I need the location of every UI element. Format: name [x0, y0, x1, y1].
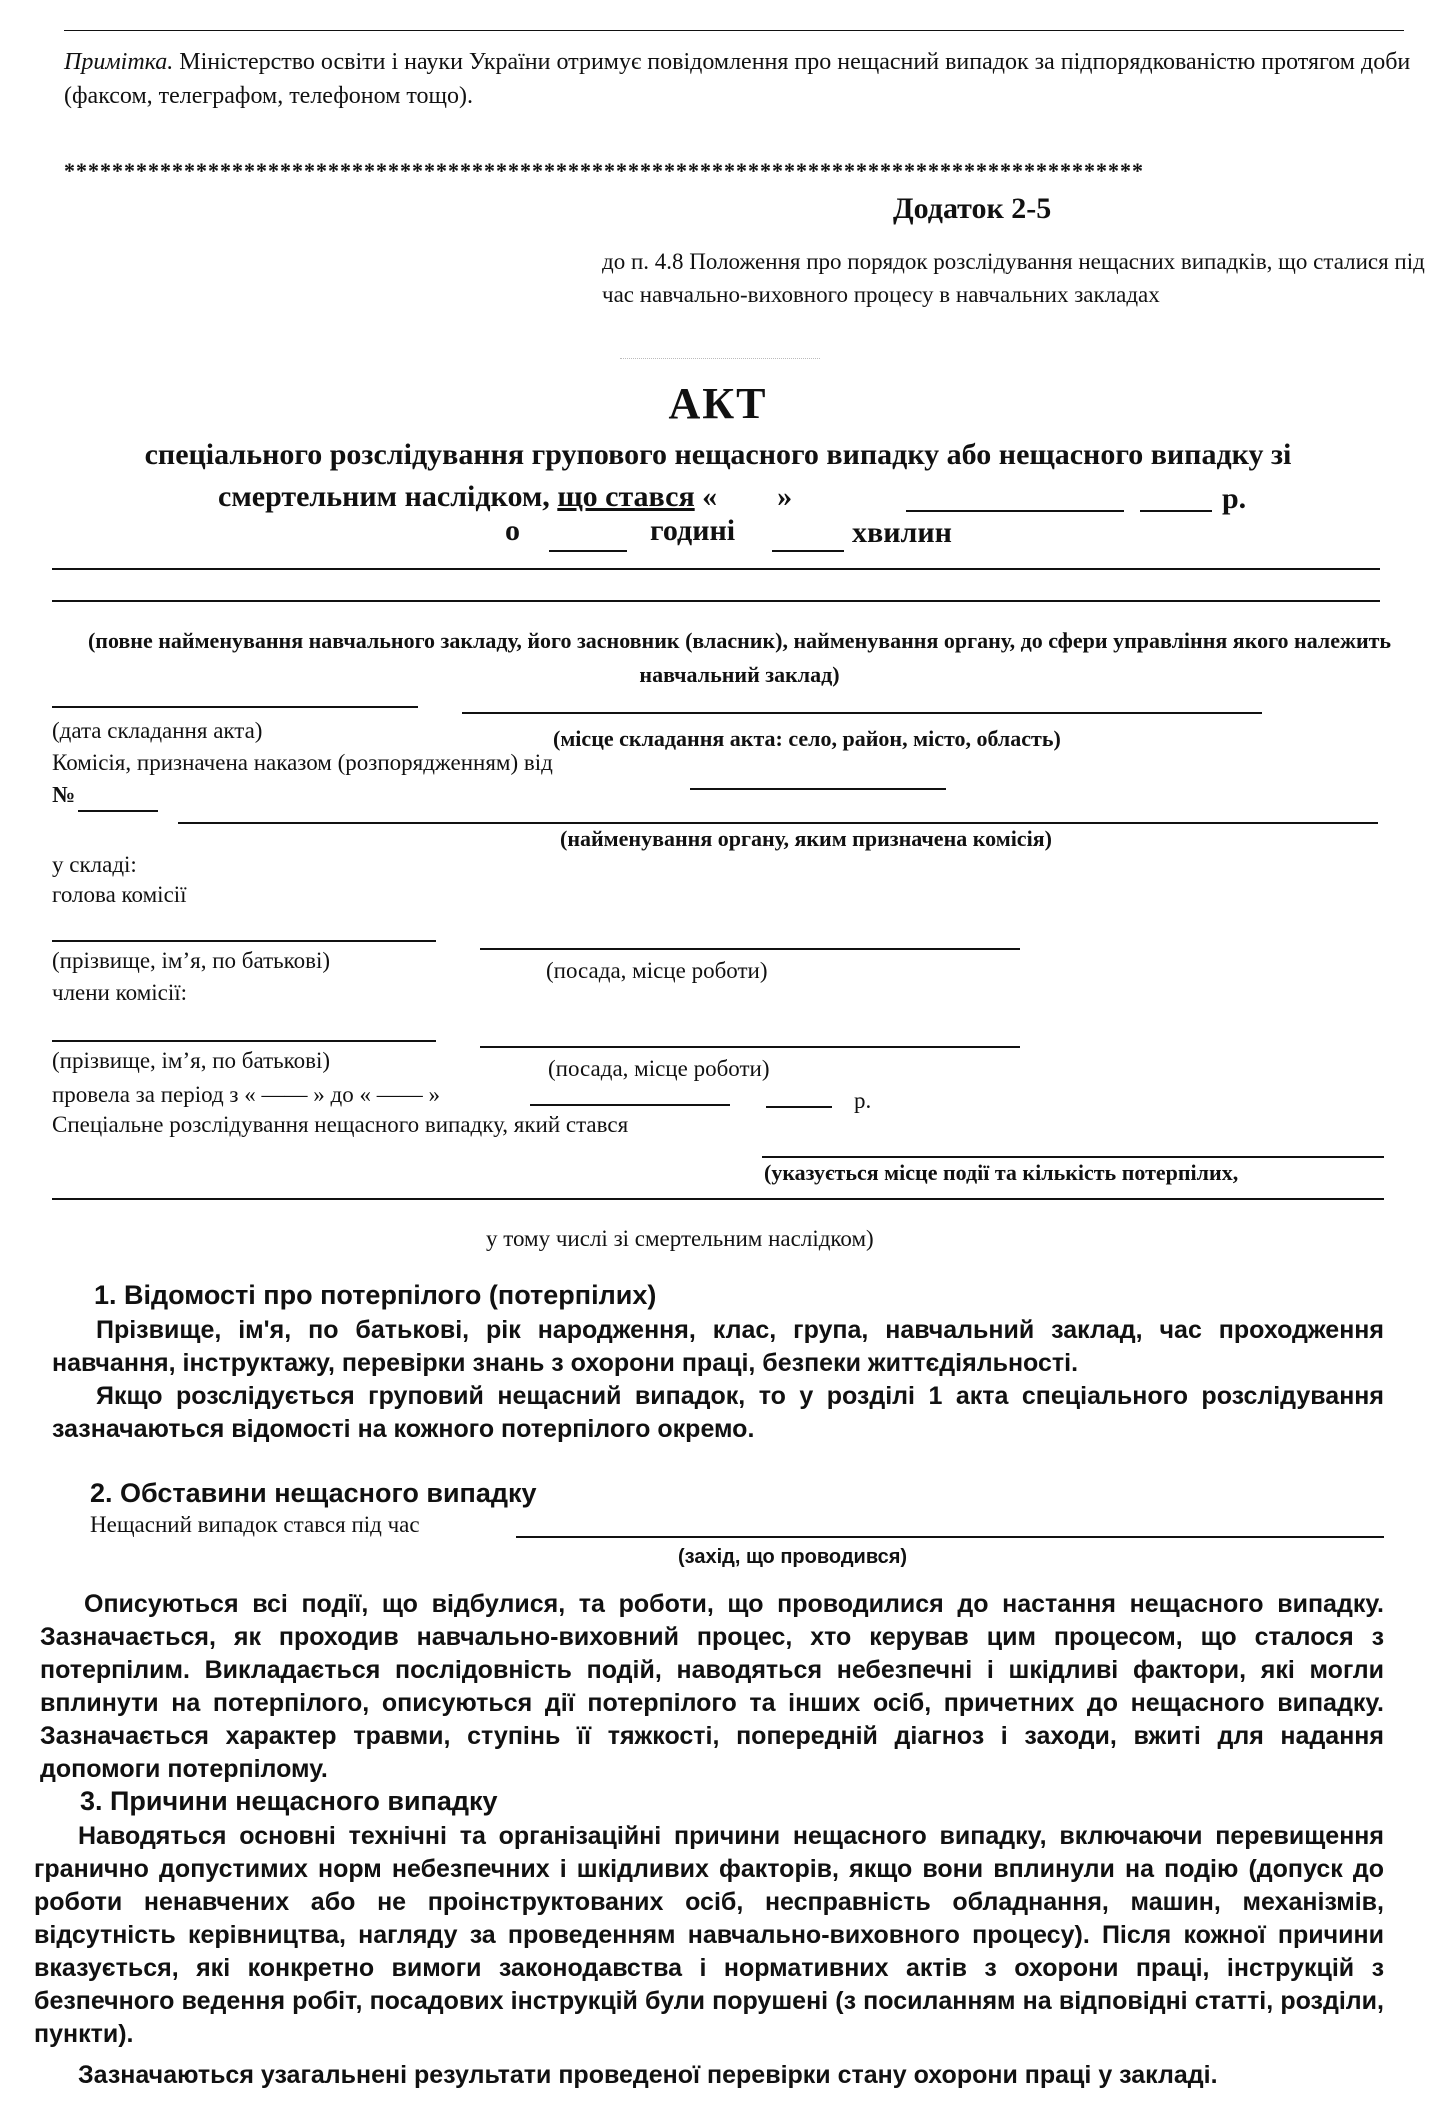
- date-year-line: [1140, 510, 1212, 512]
- section-3-paragraph-2: Зазначаються узагальнені результати проведеної перевірки стану охорони праці у закладі.: [78, 2061, 1218, 2089]
- subtitle-part-a: смертельним наслідком,: [218, 480, 550, 513]
- event-line-2: [52, 1198, 1384, 1200]
- period-year-suffix: р.: [854, 1088, 872, 1113]
- member-position-caption: (посада, місце роботи): [548, 1056, 770, 1081]
- organ-caption: (найменування органу, яким призначена комісія): [560, 826, 1052, 851]
- section-1-paragraph-2: Якщо розслідується груповий нещасний випадок, то у розділі 1 акта спеціального розслідування зазначаються відомості на кожного потерпілого окремо.: [52, 1382, 1384, 1443]
- note-text: Міністерство освіти і науки України отримує повідомлення про нещасний випадок за підпорядкованістю протягом доби (факсом, телеграфом, телефоном тощо).: [64, 49, 1411, 109]
- section-2-heading: 2. Обставини нещасного випадку: [90, 1478, 537, 1508]
- act-title: АКТ: [668, 379, 768, 428]
- place-line: [462, 712, 1262, 714]
- period-year-line: [766, 1106, 832, 1108]
- subtitle-part-b: що стався: [557, 480, 695, 513]
- institution-line-1: [52, 568, 1380, 570]
- subtitle-year-suffix: р.: [1222, 482, 1247, 515]
- members-label: члени комісії:: [52, 980, 188, 1005]
- section-1-body: [52, 1314, 1384, 1446]
- event-caption: (указується місце події та кількість потерпілих,: [764, 1160, 1239, 1185]
- scan-specks: [620, 358, 820, 359]
- member-position-line: [480, 1046, 1020, 1048]
- annex-reference: до п. 4.8 Положення про порядок розслідування нещасних випадків, що сталися під час навчально-виховного процесу в навчальних закладах: [602, 249, 1425, 307]
- subtitle-part-c: « »: [702, 480, 793, 513]
- note-paragraph: [64, 45, 1414, 113]
- member-fio-caption: (прізвище, ім’я, по батькові): [52, 1048, 331, 1073]
- head-fio-caption: (прізвище, ім’я, по батькові): [52, 948, 331, 973]
- place-caption: (місце складання акта: село, район, місто, область): [553, 726, 1061, 751]
- head-label: голова комісії: [52, 882, 187, 907]
- section-2-line-label: Нещасний випадок стався під час: [90, 1512, 420, 1537]
- date-line: [52, 706, 418, 708]
- period-month-line: [530, 1104, 730, 1106]
- act-subtitle-line1: спеціального розслідування групового нещасного випадку або нещасного випадку зі: [144, 438, 1292, 471]
- time-minutes-label: хвилин: [852, 516, 952, 549]
- date-month-line: [906, 510, 1124, 512]
- hours-field-line: [549, 550, 627, 552]
- section-2-body: [40, 1588, 1384, 1786]
- event-caption-2: у тому числі зі смертельним наслідком): [486, 1226, 874, 1251]
- number-field-line: [78, 810, 158, 812]
- member-fio-line: [52, 1040, 436, 1042]
- time-o-label: о: [505, 514, 520, 547]
- period-label: провела за період з « —— » до « —— »: [52, 1082, 440, 1107]
- investigation-label: Спеціальне розслідування нещасного випадку, який стався: [52, 1112, 629, 1137]
- head-position-line: [480, 948, 1020, 950]
- section-3-paragraph-1: Наводяться основні технічні та організаційні причини нещасного випадку, включаючи перевищення гранично допустимих норм небезпечних і шкідливих факторів, якщо вони вплинули на подію (допуск до роботи ненавчених або не проінструктованих осіб, несправність обладнання, машин, механізмів, відсутність керівництва, нагляду за проведенням навчально-виховного процесу). Після кожної причини вказується, які конкретно вимоги законодавства і нормативних актів з охорони праці, інструкцій з безпечного ведення робіт, посадових інструкцій були порушені (з посиланням на відповідні статті, розділи, пункти).: [34, 1822, 1384, 2048]
- date-caption: (дата складання акта): [52, 718, 263, 743]
- section-3-heading: 3. Причини нещасного випадку: [80, 1786, 498, 1816]
- section-3-body: [34, 1820, 1384, 2092]
- composition-label: у складі:: [52, 852, 137, 877]
- organ-line: [178, 822, 1378, 824]
- head-position-caption: (посада, місце роботи): [546, 958, 768, 983]
- institution-line-2: [52, 600, 1380, 602]
- event-line-1: [762, 1156, 1384, 1158]
- top-rule: [64, 30, 1404, 31]
- note-label: Примітка.: [64, 49, 174, 75]
- section-2-paragraph-1: Описуються всі події, що відбулися, та роботи, що проводилися до настання нещасного випадку. Зазначається, як проходив навчально-виховний процес, хто керував цим процесом, що сталося з потерпілим. Викладається послідовність подій, наводяться небезпечні і шкідливі фактори, які могли вплинути на потерпілого, описуються дії потерпілого та інших осіб, причетних до нещасного випадку. Зазначається характер травми, ступінь її тяжкості, попередній діагноз і заходи, вжиті для надання допомоги потерпілому.: [40, 1590, 1384, 1783]
- section-2-line-caption: (захід, що проводився): [678, 1546, 908, 1568]
- act-subtitle-line2: [218, 480, 792, 514]
- number-label: №: [52, 782, 76, 807]
- minutes-field-line: [772, 550, 844, 552]
- head-fio-line: [52, 940, 436, 942]
- section-1-paragraph-1: Прізвище, ім'я, по батькові, рік народження, клас, група, навчальний заклад, час проходження навчання, інструктажу, перевірки знань з охорони праці, безпеки життєдіяльності.: [52, 1316, 1384, 1377]
- annex-title: Додаток 2-5: [893, 192, 1052, 225]
- commission-date-line: [690, 788, 946, 790]
- section-1-heading: 1. Відомості про потерпілого (потерпілих): [94, 1280, 657, 1310]
- section-2-event-line: [516, 1536, 1384, 1538]
- institution-caption: (повне найменування навчального закладу, його засновник (власник), найменування органу, до сфери управління якого належить навчальний заклад): [87, 628, 1392, 687]
- commission-label: Комісія, призначена наказом (розпорядженням) від: [52, 750, 553, 775]
- time-hours-label: годині: [650, 514, 736, 547]
- star-separator: ******************************************************************************************: [64, 158, 1144, 183]
